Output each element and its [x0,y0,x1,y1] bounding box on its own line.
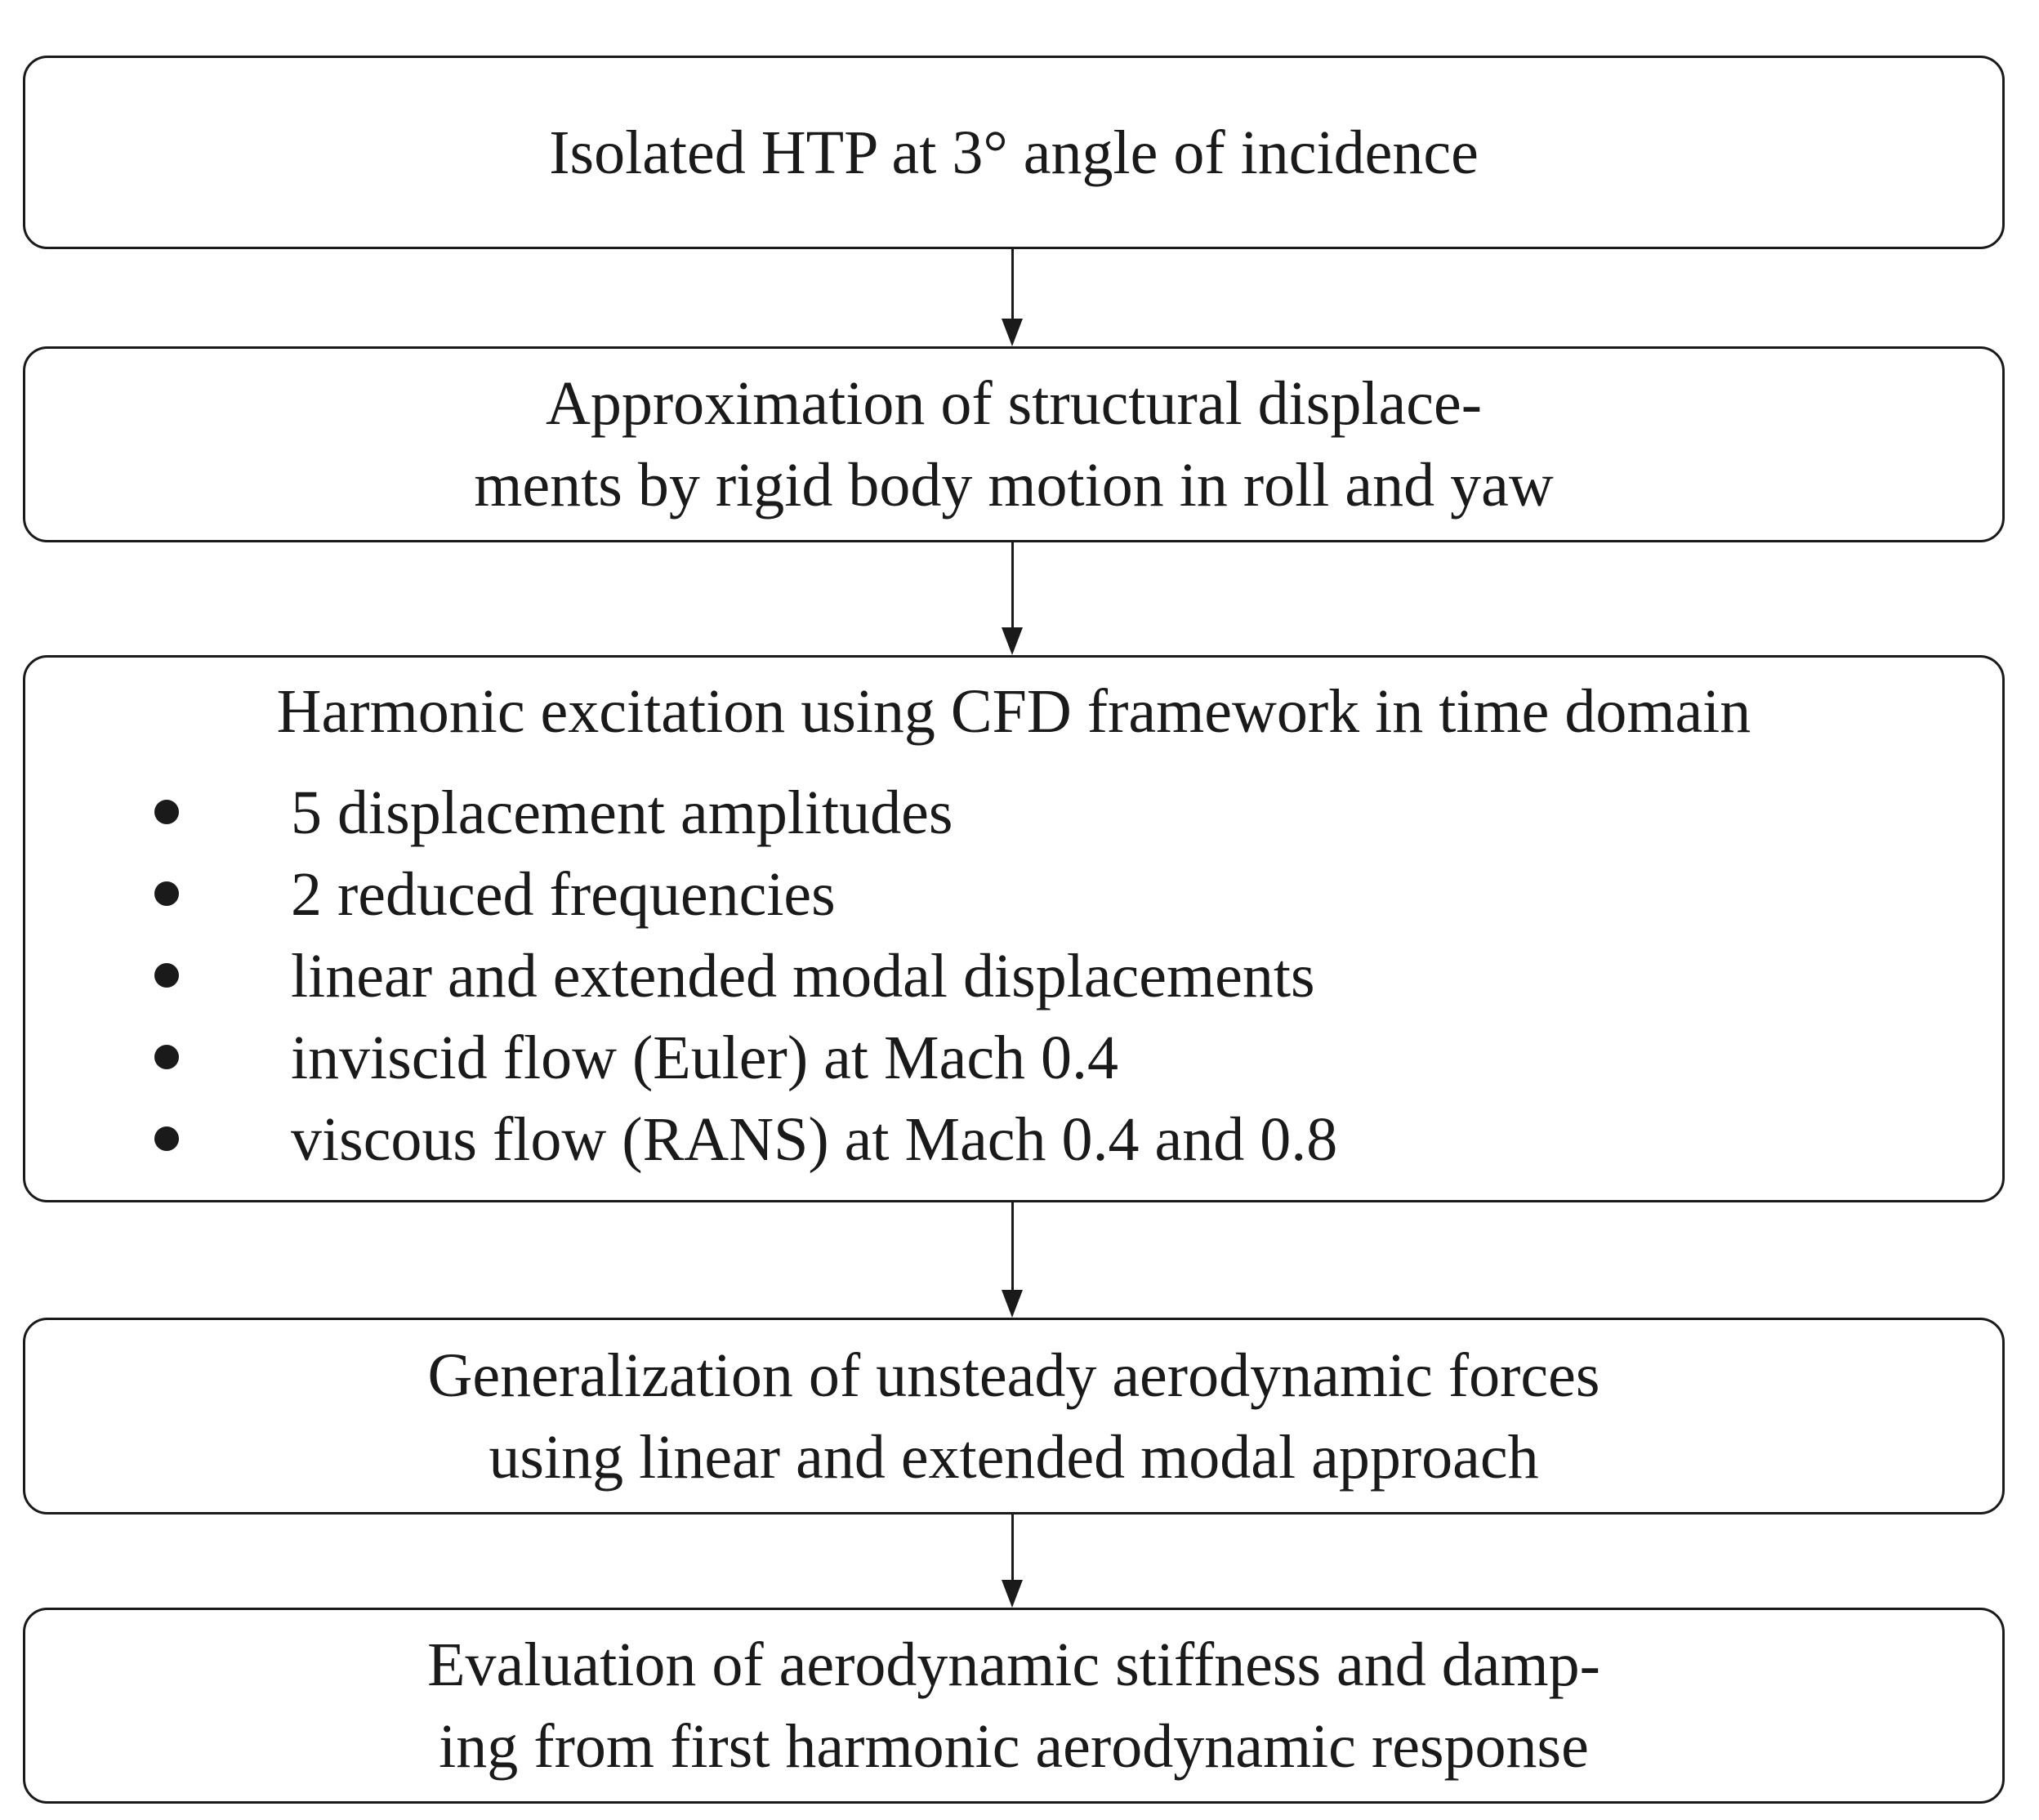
list-item-text: 2 reduced frequencies [291,860,836,929]
list-item-text: 5 displacement amplitudes [291,778,953,847]
flowchart-step-generalization [23,1318,2005,1514]
flow-arrow-3-to-4 [1011,1202,1016,1318]
flow-arrow-4-to-5 [1011,1514,1016,1608]
list-item-text: viscous flow (RANS) at Mach 0.4 and 0.8 [291,1105,1338,1174]
arrow-head-icon [1002,1580,1023,1608]
list-item-text: inviscid flow (Euler) at Mach 0.4 [291,1024,1119,1092]
step-text-line: Isolated HTP at 3° angle of incidence [549,118,1479,187]
arrow-head-icon [1002,627,1023,655]
bullet-icon [154,881,179,906]
list-item [25,1099,2002,1180]
step-text-line: ments by rigid body motion in roll and yaw [474,451,1554,520]
list-item [25,1017,2002,1099]
step-text-line: ing from first harmonic aerodynamic response [439,1712,1589,1781]
bullet-icon [154,963,179,988]
flowchart-step-approximation [23,346,2005,542]
list-item [25,772,2002,854]
step-text-line: using linear and extended modal approach [489,1422,1539,1492]
arrow-shaft [1011,249,1014,321]
bullet-icon [154,1045,179,1069]
step-title: Harmonic excitation using CFD framework in time domain [276,677,1751,746]
arrow-shaft [1011,542,1014,630]
arrow-shaft [1011,1514,1014,1582]
arrow-head-icon [1002,319,1023,346]
flow-arrow-1-to-2 [1011,249,1016,346]
step-text-line: Approximation of structural displace- [545,369,1482,438]
bullet-list [25,772,2002,1180]
arrow-head-icon [1002,1290,1023,1318]
bullet-icon [154,800,179,824]
list-item-text: linear and extended modal displacements [291,942,1315,1010]
flowchart-step-isolated-htp [23,56,2005,249]
flowchart-step-evaluation [23,1608,2005,1804]
flowchart-step-harmonic-excitation [23,655,2005,1202]
step-text-line: Generalization of unsteady aerodynamic forces [427,1340,1600,1410]
list-item [25,854,2002,935]
flow-arrow-2-to-3 [1011,542,1016,655]
list-item [25,935,2002,1017]
step-text-line: Evaluation of aerodynamic stiffness and damp- [427,1630,1600,1699]
arrow-shaft [1011,1202,1014,1292]
bullet-icon [154,1126,179,1151]
